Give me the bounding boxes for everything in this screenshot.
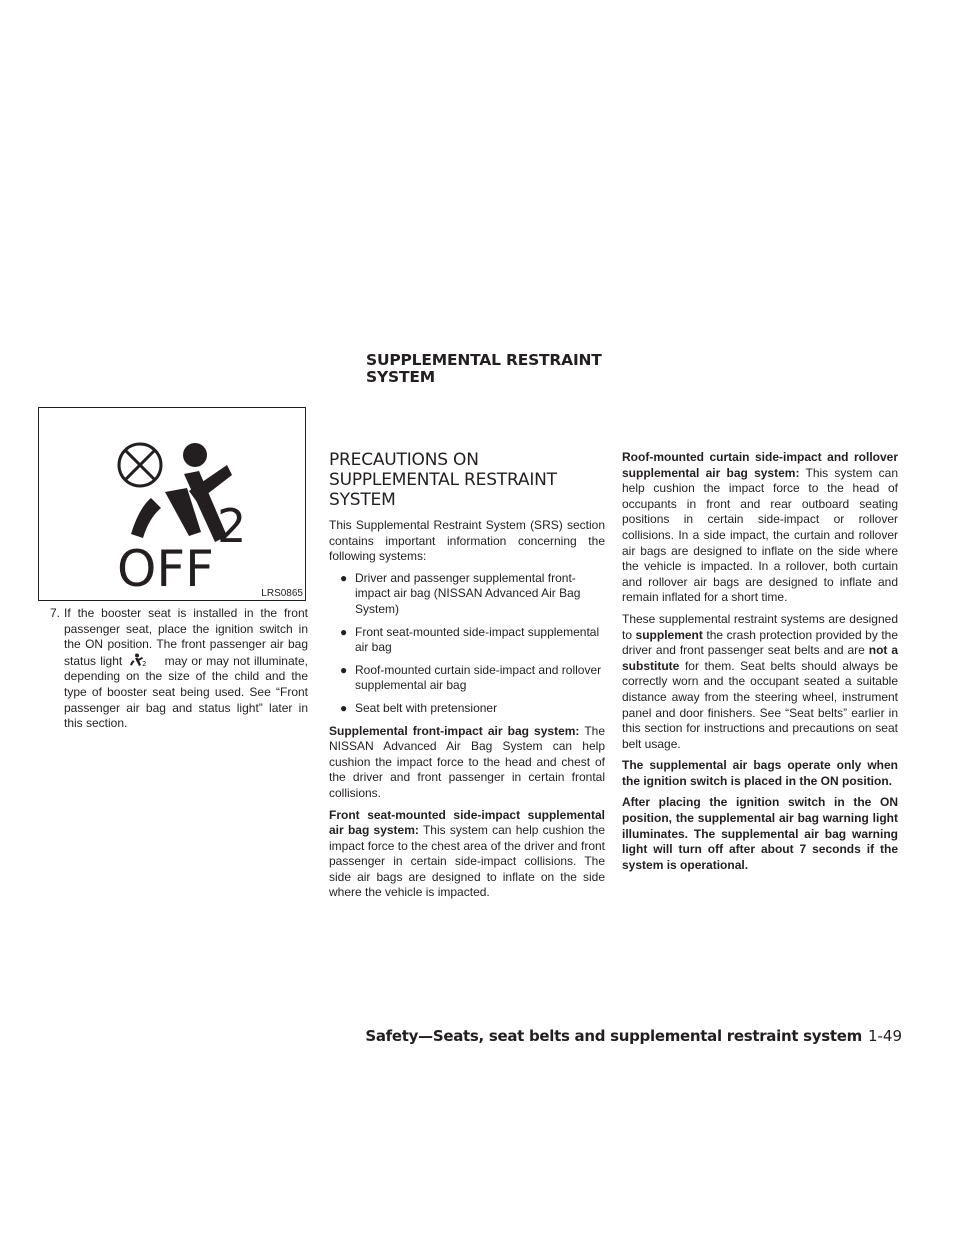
svg-text:2: 2 <box>142 659 147 667</box>
section-heading-line-2: SYSTEM <box>366 368 435 386</box>
systems-list <box>329 571 605 717</box>
footer-title: Safety—Seats, seat belts and supplemental restraint system <box>365 1027 862 1045</box>
not-substitute-emphasis: not a substitute <box>622 643 899 673</box>
right-column <box>622 450 898 879</box>
bullet-icon: ● <box>340 570 348 585</box>
left-column <box>50 606 308 732</box>
bullet-icon: ● <box>340 624 348 639</box>
page-number: 1-49 <box>867 1027 902 1045</box>
list-item: ● Roof-mounted curtain side-impact and rollover supplemental air bag <box>340 662 602 693</box>
section-heading <box>366 352 626 386</box>
figure-airbag-off-indicator <box>38 407 306 601</box>
list-item: ● Seat belt with pretensioner <box>340 700 498 715</box>
precautions-heading: PRECAUTIONS ON SUPPLEMENTAL RESTRAINT SYSTEM <box>329 450 557 510</box>
curtain-airbag-title: Roof-mounted curtain side-impact and rollover supplemental air bag system: <box>622 450 898 480</box>
page-footer <box>365 1027 902 1045</box>
ignition-on-note: The supplemental air bags operate only when the ignition switch is placed in the ON position. <box>622 758 898 788</box>
figure-id-label: LRS0865 <box>261 588 303 599</box>
bullet-icon: ● <box>340 700 348 715</box>
front-impact-paragraph <box>329 724 605 802</box>
passenger-airbag-status-icon <box>128 653 150 667</box>
bullet-icon: ● <box>340 662 348 677</box>
warning-light-note: After placing the ignition switch in the ON position, the supplemental air bag warning light illuminates. The supplemental air bag warning light will turn off after about 7 seconds if the system is operational. <box>622 795 898 872</box>
front-impact-text: The NISSAN Advanced Air Bag System can help cushion the impact force to the head and chest of the driver and front passenger in certain frontal collisions. <box>329 723 605 800</box>
supplement-paragraph: These supplemental restraint systems are designed to supplement the crash protection provided by the driver and front passenger seat belts and are not a substitute for them. Seat belts should always be correctly worn and the occupant seated a suitable distance away from the steering wheel, instrument panel and door finishers. See “Seat belts” earlier in this section for instructions and precautions on seat belt usage. <box>622 611 899 751</box>
item-text-end: may or may not illuminate, depending on the size of the child and the type of booster seat being used. See “Front passenger air bag and status light” later in this section. <box>64 653 308 731</box>
curtain-airbag-paragraph <box>622 450 898 606</box>
middle-column <box>329 450 605 907</box>
side-impact-paragraph <box>329 808 605 902</box>
curtain-airbag-text: This system can help cushion the impact force to the head of occupants in front and rear outboard seating positions in certain side-impact or rollover collisions. In a side impact, the curtain and rollover air bags are designed to inflate on the side where the vehicle is impacted. In a rollover, both curtain and rollover air bags are designed to inflate and remain inflated for a short time. <box>622 465 898 605</box>
indicator-number: 2 <box>217 499 247 553</box>
front-impact-title: Supplemental front-impact air bag system: <box>329 723 580 738</box>
list-item-7 <box>50 606 308 732</box>
intro-paragraph: This Supplemental Restraint System (SRS) section contains important information concerning the following systems: <box>329 518 605 564</box>
item-number: 7. <box>50 606 61 620</box>
passenger-airbag-off-indicator-icon <box>39 408 305 600</box>
side-impact-text: This system can help cushion the impact force to the chest area of the driver and front passenger in certain side-impact collisions. The side air bags are designed to inflate on the side where the vehicle is impacted. <box>329 823 605 900</box>
side-impact-title: Front seat-mounted side-impact supplemental air bag system: <box>329 807 605 838</box>
item-text-start: If the booster seat is installed in the front passenger seat, place the ignition switch in the ON position. The front passenger air bag status light <box>64 606 308 668</box>
indicator-off-text: OFF <box>117 540 214 598</box>
list-item: ● Front seat-mounted side-impact supplemental air bag <box>340 624 600 655</box>
list-item: ● Driver and passenger supplemental front-impact air bag (NISSAN Advanced Air Bag System) <box>340 570 581 616</box>
section-heading-line-1: SUPPLEMENTAL RESTRAINT <box>366 351 602 369</box>
supplement-emphasis: supplement <box>635 627 703 642</box>
